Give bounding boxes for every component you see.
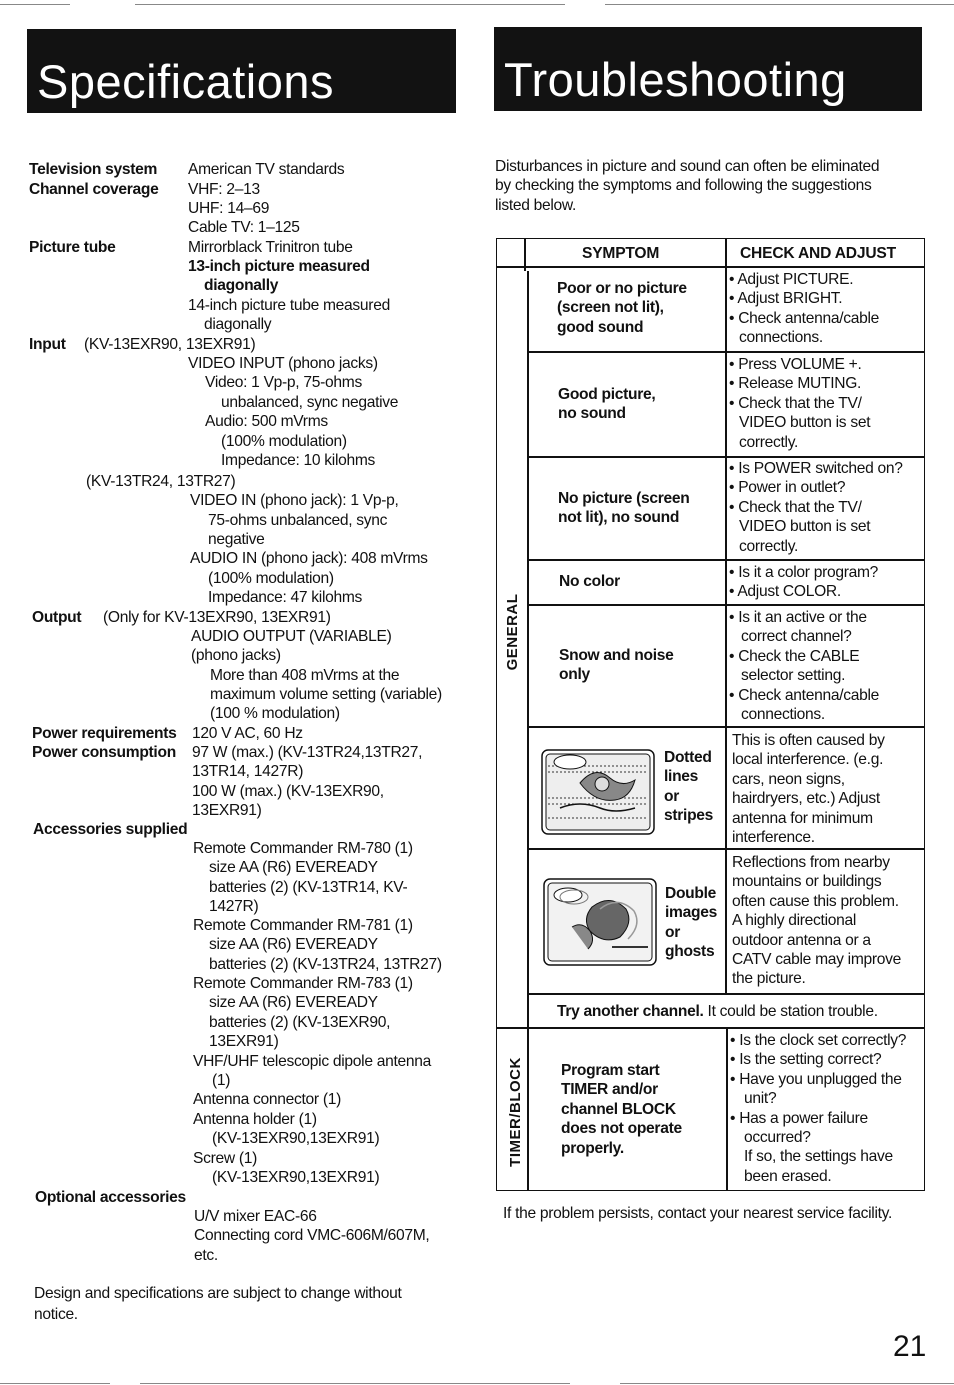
troubleshooting-banner: [494, 27, 922, 111]
symptom-text: Snow and noise: [559, 647, 674, 664]
check-text: • Check that the TV/: [729, 498, 862, 516]
table-divider: [527, 993, 925, 995]
check-text: If so, the settings have: [744, 1148, 893, 1166]
spec-value: 120 V AC, 60 Hz: [192, 725, 303, 742]
symptom-text: Good picture,: [558, 386, 656, 403]
spec-value: (1): [212, 1072, 231, 1089]
check-cell: [729, 563, 878, 602]
check-text: the picture.: [732, 970, 806, 988]
page-number: 21: [893, 1330, 927, 1363]
spec-value: 1427R): [209, 898, 259, 915]
specifications-banner: [27, 29, 456, 113]
check-text: cars, neon signs,: [732, 770, 845, 788]
symptom-text: not lit), no sound: [558, 509, 680, 527]
spec-label: Accessories supplied: [33, 821, 188, 838]
troubleshooting-intro: [495, 157, 915, 215]
symptom-text: ghosts: [665, 943, 715, 961]
check-text: • Adjust COLOR.: [729, 583, 841, 601]
table-divider: [496, 1027, 925, 1029]
try-another-channel-row: [557, 1002, 878, 1021]
check-text: • Check antenna/cable: [729, 309, 880, 327]
check-text: • Is the clock set correctly?: [730, 1032, 907, 1049]
spec-value: diagonally: [204, 316, 272, 333]
spec-value: negative: [208, 531, 265, 548]
spec-value: size AA (R6) EVEREADY: [209, 859, 378, 876]
table-divider: [726, 1028, 728, 1191]
check-text: been erased.: [744, 1167, 832, 1185]
spec-value: Remote Commander RM-780 (1): [193, 840, 413, 857]
section-timer-block-label: TIMER/BLOCK: [507, 1057, 524, 1167]
symptom-text: No color: [559, 573, 620, 590]
spec-value: 100 W (max.) (KV-13EXR90,: [192, 783, 384, 800]
table-divider: [527, 351, 925, 353]
table-divider: [527, 848, 925, 850]
check-text: Reflections from nearby: [732, 854, 890, 871]
symptom-text: stripes: [664, 807, 714, 825]
spec-value: size AA (R6) EVEREADY: [209, 936, 378, 953]
spec-value: Cable TV: 1–125: [188, 219, 300, 236]
check-text: VIDEO button is set: [739, 518, 871, 536]
check-cell: [729, 270, 879, 348]
spec-value: Antenna connector (1): [193, 1091, 342, 1108]
symptom-text: or: [664, 787, 679, 805]
bottom-rule: [0, 1383, 110, 1384]
top-rule: [0, 4, 70, 5]
spec-label: Power consumption: [32, 744, 176, 761]
spec-value: (KV-13EXR90,13EXR91): [212, 1169, 380, 1186]
spec-label: Input: [29, 336, 66, 353]
bottom-rule: [140, 1383, 570, 1384]
spec-value: (100% modulation): [208, 570, 334, 587]
symptom-text: good sound: [557, 318, 644, 336]
troubleshooting-title: Troubleshooting: [504, 53, 847, 106]
symptom-text: Program start: [561, 1062, 660, 1079]
symptom-text: Poor or no picture: [557, 280, 687, 297]
spec-label: Picture tube: [29, 239, 116, 256]
symptom-cell: [559, 572, 620, 591]
check-cell: [732, 731, 885, 847]
check-text: • Check the CABLE: [729, 647, 860, 665]
spec-value: diagonally: [204, 277, 279, 294]
troubleshooting-footer: If the problem persists, contact your nearest service facility.: [503, 1205, 893, 1222]
spec-value: (100% modulation): [221, 433, 347, 450]
spec-value: VIDEO IN (phono jack): 1 Vp-p,: [190, 492, 399, 509]
table-divider: [527, 456, 925, 458]
top-rule: [135, 4, 565, 5]
check-text: • Have you unplugged the: [730, 1070, 902, 1088]
check-text: antenna for minimum: [732, 809, 873, 827]
spec-label: Output: [32, 609, 82, 626]
spec-value: 13EXR91): [192, 802, 262, 819]
symptom-cell: [558, 489, 690, 528]
spec-value: 97 W (max.) (KV-13TR24,13TR27,: [192, 744, 423, 761]
spec-value: etc.: [194, 1247, 218, 1264]
symptom-cell: [665, 884, 717, 962]
spec-value: unbalanced, sync negative: [221, 394, 399, 411]
check-text: correctly.: [739, 433, 799, 451]
spec-value: maximum volume setting (variable): [210, 686, 442, 703]
symptom-text: Double: [665, 885, 717, 902]
symptom-text: Dotted: [664, 749, 712, 766]
spec-value: VIDEO INPUT (phono jacks): [188, 355, 378, 372]
spec-label: Channel coverage: [29, 181, 159, 198]
spec-label: Television system: [29, 161, 158, 178]
spec-value: AUDIO OUTPUT (VARIABLE): [191, 628, 392, 645]
spec-value: Antenna holder (1): [193, 1111, 317, 1128]
spec-value: batteries (2) (KV-13TR24, 13TR27): [209, 956, 442, 973]
spec-value: Video: 1 Vp-p, 75-ohms: [205, 374, 362, 391]
symptom-text: channel BLOCK: [561, 1100, 676, 1118]
spec-value: 13EXR91): [209, 1033, 279, 1050]
try-another-channel-text: It could be station trouble.: [703, 1003, 878, 1020]
spec-value: (KV-13TR24, 13TR27): [86, 473, 236, 490]
specifications-title: Specifications: [37, 55, 334, 108]
check-text: • Adjust BRIGHT.: [729, 290, 843, 308]
check-text: • Check that the TV/: [729, 394, 862, 412]
table-divider: [527, 604, 925, 606]
symptom-text: images: [665, 904, 717, 922]
check-text: unit?: [744, 1090, 777, 1108]
check-text: • Check antenna/cable: [729, 686, 880, 704]
check-text: • Is the setting correct?: [730, 1051, 882, 1069]
section-general-label: GENERAL: [504, 593, 521, 671]
spec-label: Power requirements: [32, 725, 177, 742]
spec-value: 13-inch picture measured: [188, 258, 370, 275]
check-text: • Adjust PICTURE.: [729, 271, 854, 288]
spec-value: (KV-13EXR90,13EXR91): [212, 1130, 380, 1147]
check-text: correctly.: [739, 537, 799, 555]
check-text: interference.: [732, 829, 815, 847]
spec-value: Remote Commander RM-783 (1): [193, 975, 413, 992]
check-text: CATV cable may improve: [732, 951, 902, 969]
bottom-rule: [620, 1383, 954, 1384]
intro-line: by checking the symptoms and following the suggestions: [495, 177, 872, 195]
check-cell: [729, 355, 870, 452]
header-symptom: SYMPTOM: [582, 245, 660, 262]
spec-value: batteries (2) (KV-13TR14, KV-: [209, 879, 408, 896]
check-text: • Has a power failure: [730, 1109, 868, 1127]
footnote-line: notice.: [34, 1306, 78, 1323]
symptom-text: or: [665, 923, 680, 941]
table-divider: [527, 559, 925, 561]
symptom-cell: [561, 1061, 682, 1158]
check-text: This is often caused by: [732, 732, 885, 749]
symptom-text: TIMER and/or: [561, 1081, 658, 1099]
intro-line: Disturbances in picture and sound can often be eliminated: [495, 158, 880, 175]
spec-value: Connecting cord VMC-606M/607M,: [194, 1227, 430, 1244]
check-text: local interference. (e.g.: [732, 751, 884, 769]
header-check-adjust: CHECK AND ADJUST: [740, 245, 896, 262]
spec-value: batteries (2) (KV-13EXR90,: [209, 1014, 391, 1031]
check-text: often cause this problem.: [732, 892, 899, 910]
spec-value: Mirrorblack Trinitron tube: [188, 239, 353, 256]
check-cell: [729, 608, 879, 724]
symptom-cell: [558, 385, 655, 424]
dotted-lines-illustration-icon: [540, 748, 656, 836]
symptom-text: no sound: [558, 405, 626, 423]
spec-value: Audio: 500 mVrms: [205, 413, 328, 430]
footnote-line: Design and specifications are subject to change without: [34, 1285, 402, 1302]
check-text: • Release MUTING.: [729, 375, 862, 393]
check-text: A highly directional: [732, 912, 857, 930]
spec-value: (KV-13EXR90, 13EXR91): [84, 336, 256, 353]
symptom-text: lines: [664, 768, 699, 786]
check-cell: [732, 853, 901, 989]
check-text: VIDEO button is set: [739, 414, 871, 432]
symptom-text: properly.: [561, 1139, 624, 1157]
check-text: selector setting.: [741, 667, 846, 685]
spec-value: VHF/UHF telescopic dipole antenna: [193, 1053, 431, 1070]
top-rule: [605, 4, 954, 5]
symptom-text: (screen not lit),: [557, 299, 664, 317]
table-divider: [527, 1028, 529, 1191]
symptom-text: does not operate: [561, 1120, 682, 1138]
spec-value: AUDIO IN (phono jack): 408 mVrms: [190, 550, 428, 567]
spec-value: American TV standards: [188, 161, 345, 178]
check-text: hairdryers, etc.) Adjust: [732, 790, 880, 808]
symptom-text: only: [559, 666, 590, 684]
spec-value: (100 % modulation): [210, 705, 340, 722]
spec-value: Remote Commander RM-781 (1): [193, 917, 413, 934]
check-text: connections.: [741, 706, 825, 724]
check-text: occurred?: [744, 1129, 811, 1147]
spec-value: 75-ohms unbalanced, sync: [208, 512, 388, 529]
spec-value: UHF: 14–69: [188, 200, 270, 217]
spec-value: U/V mixer EAC-66: [194, 1208, 317, 1225]
check-text: mountains or buildings: [732, 873, 882, 891]
ghost-images-illustration-icon: [542, 877, 658, 967]
spec-value: (phono jacks): [191, 647, 281, 664]
spec-value: Impedance: 47 kilohms: [208, 589, 363, 606]
check-text: • Press VOLUME +.: [729, 356, 862, 373]
symptom-cell: [557, 279, 687, 337]
check-text: • Is it a color program?: [729, 564, 879, 581]
spec-label: Optional accessories: [35, 1189, 186, 1206]
intro-line: listed below.: [495, 196, 577, 214]
spec-value: size AA (R6) EVEREADY: [209, 994, 378, 1011]
spec-value: Impedance: 10 kilohms: [221, 452, 376, 469]
check-text: outdoor antenna or a: [732, 931, 871, 949]
spec-footnote: [34, 1283, 402, 1325]
check-cell: [730, 1031, 906, 1186]
symptom-cell: [664, 748, 713, 826]
check-text: connections.: [739, 329, 823, 347]
table-divider: [496, 266, 925, 268]
spec-value: More than 408 mVrms at the: [210, 667, 400, 684]
spec-value: 13TR14, 1427R): [192, 763, 304, 780]
table-divider: [527, 726, 925, 728]
check-text: • Power in outlet?: [729, 479, 846, 497]
check-text: correct channel?: [741, 628, 852, 646]
table-divider: [527, 271, 529, 1028]
spec-value: VHF: 2–13: [188, 181, 260, 198]
check-text: • Is POWER switched on?: [729, 460, 903, 477]
check-text: • Is it an active or the: [729, 609, 867, 626]
spec-value: 14-inch picture tube measured: [188, 297, 390, 314]
try-another-channel-bold: Try another channel.: [557, 1003, 704, 1020]
check-cell: [729, 459, 903, 556]
spec-value: (Only for KV-13EXR90, 13EXR91): [103, 609, 331, 626]
symptom-cell: [559, 646, 674, 685]
spec-value: Screw (1): [193, 1150, 258, 1167]
symptom-text: No picture (screen: [558, 490, 690, 507]
